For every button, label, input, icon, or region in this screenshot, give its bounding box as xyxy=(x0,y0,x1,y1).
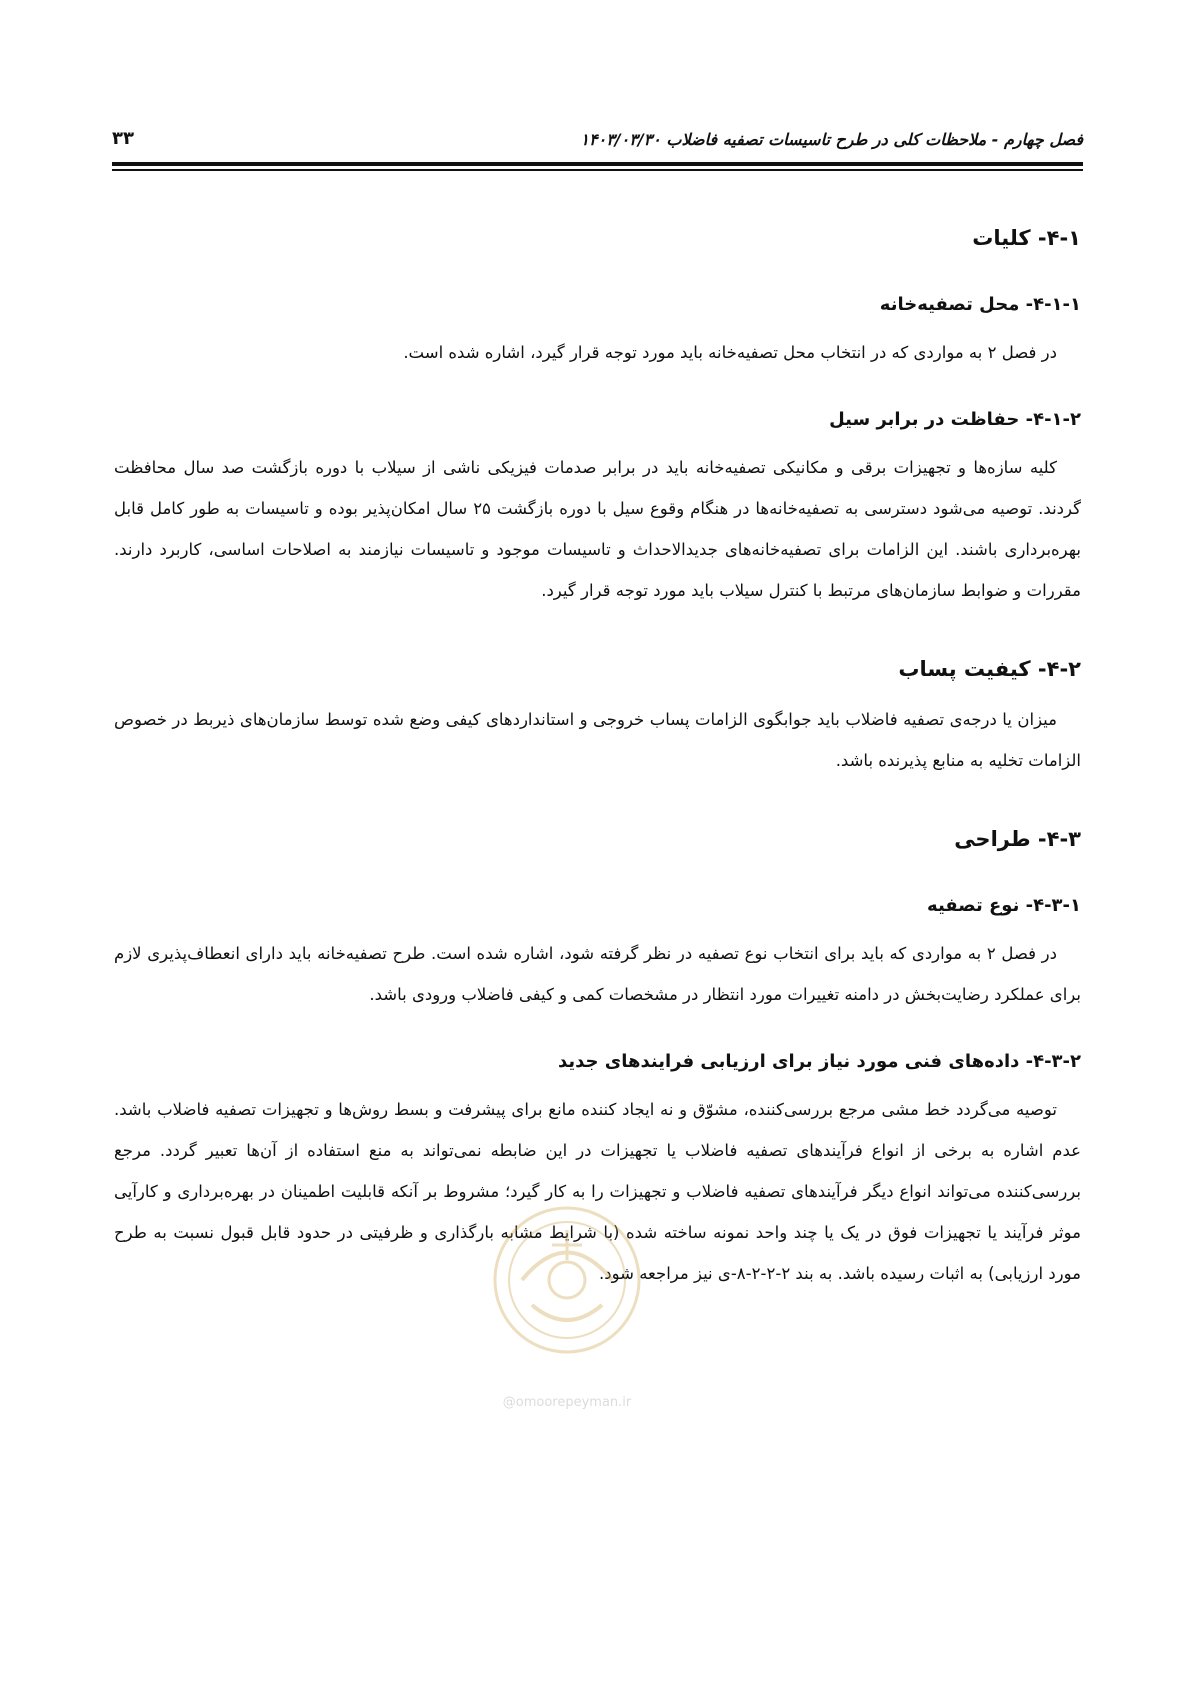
watermark-url: @omoorepeyman.ir xyxy=(502,1395,632,1410)
page-number: ۳۳ xyxy=(112,128,134,149)
header-rule-thin xyxy=(112,169,1083,171)
section-heading-4-3: ۴-۳- طراحی xyxy=(954,827,1081,851)
subsection-heading-4-1-2: ۴-۱-۲- حفاظت در برابر سیل xyxy=(829,409,1081,430)
section-heading-4-2: ۴-۲- کیفیت پساب xyxy=(898,657,1081,681)
running-header-title: فصل چهارم - ملاحظات کلی در طرح تاسیسات تصفیه فاضلاب ۱۴۰۳/۰۳/۳۰ xyxy=(580,130,1083,149)
section-heading-4-1: ۴-۱- کلیات xyxy=(972,226,1081,250)
paragraph-4-3-1: در فصل ۲ به مواردی که باید برای انتخاب نوع تصفیه در نظر گرفته شود، اشاره شده است. طرح تصفیه‌خانه باید دارای انعطاف‌پذیری لازم برای عملکرد رضایت‌بخش در دامنه تغییرات مورد انتظار در مشخصات کمی و کیفی فاضلاب ورودی باشد. xyxy=(114,944,1081,1004)
paragraph-4-2: میزان یا درجه‌ی تصفیه فاضلاب باید جوابگوی الزامات پساب خروجی و استانداردهای کیفی وضع شده توسط سازمان‌های ذیربط در خصوص الزامات تخلیه به منابع پذیرنده باشد. xyxy=(114,710,1081,770)
paragraph-4-1-2: کلیه سازه‌ها و تجهیزات برقی و مکانیکی تصفیه‌خانه باید در برابر صدمات فیزیکی ناشی از سیلاب با دوره بازگشت صد سال محافظت گردند. توصیه می‌شود دسترسی به تصفیه‌خانه‌ها در هنگام وقوع سیل با دوره بازگشت ۲۵ سال امکان‌پذیر بوده و تاسیسات به طور کامل قابل بهره‌برداری باشند. این الزامات برای تصفیه‌خانه‌های جدیدالاحداث و تاسیسات موجود و تاسیسات نیازمند به اصلاحات اساسی، کاربرد دارند. مقررات و ضوابط سازمان‌های مرتبط با کنترل سیلاب باید مورد توجه قرار گیرد. xyxy=(114,458,1081,600)
page-header xyxy=(112,118,1083,154)
subsection-heading-4-3-1: ۴-۳-۱- نوع تصفیه xyxy=(927,895,1081,916)
paragraph-4-3-2: توصیه می‌گردد خط مشی مرجع بررسی‌کننده، مشوّق و نه ایجاد کننده مانع برای پیشرفت و بسط روش‌ها و تجهیزات تصفیه فاضلاب باشد. عدم اشاره به برخی از انواع فرآیندهای تصفیه فاضلاب یا تجهیزات در این ضابطه نمی‌تواند به منع استفاده از آن‌ها تعبیر گردد. مرجع بررسی‌کننده می‌تواند انواع دیگر فرآیندهای تصفیه فاضلاب و تجهیزات را به کار گیرد؛ مشروط بر آنکه قابلیت اطمینان در بهره‌برداری و کارآیی موثر فرآیند یا تجهیزات فوق در یک یا چند واحد نمونه ساخته شده (با شرایط مشابه بارگذاری و ظرفیتی در حدود قابل قبول نسبت به طرح مورد ارزیابی) به اثبات رسیده باشد. به بند ۲-۲-۲-۸-ی نیز مراجعه شود. xyxy=(114,1100,1081,1283)
header-rule-thick xyxy=(112,162,1083,166)
subsection-heading-4-3-2: ۴-۳-۲- داده‌های فنی مورد نیاز برای ارزیابی فرایندهای جدید xyxy=(557,1051,1081,1072)
paragraph-4-1-1: در فصل ۲ به مواردی که در انتخاب محل تصفیه‌خانه باید مورد توجه قرار گیرد، اشاره شده است. xyxy=(403,343,1057,362)
subsection-heading-4-1-1: ۴-۱-۱- محل تصفیه‌خانه xyxy=(879,294,1081,315)
page-body xyxy=(114,200,1081,1294)
